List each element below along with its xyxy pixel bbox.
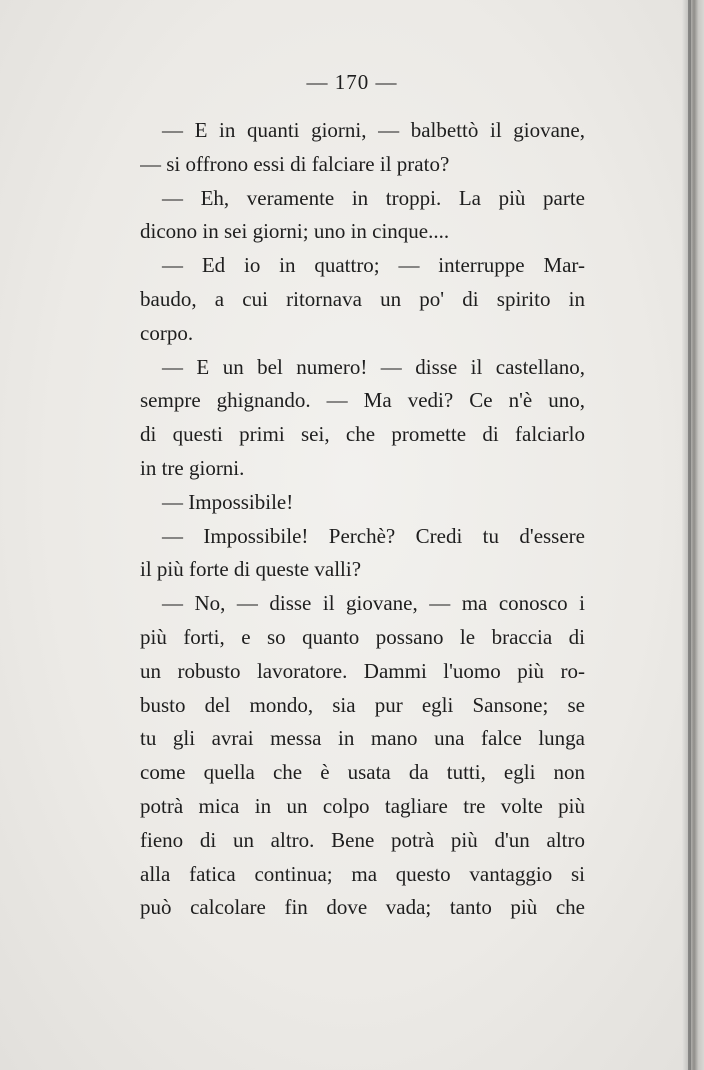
text-line: in tre giorni.	[140, 455, 245, 480]
text-line: — Ed io in quattro; — interruppe Mar-	[162, 253, 585, 278]
text-line: — Impossibile! Perchè? Credi tu d'essere	[162, 523, 585, 548]
text-line: potrà mica in un colpo tagliare tre volte più	[140, 793, 585, 818]
text-line: tu gli avrai messa in mano una falce lunga	[140, 726, 585, 751]
text-line: — Eh, veramente in troppi. La più parte	[162, 185, 585, 210]
text-line: — si offrono essi di falciare il prato?	[140, 151, 450, 176]
text-line: sempre ghignando. — Ma vedi? Ce n'è uno,	[140, 388, 585, 413]
text-line: può calcolare fin dove vada; tanto più che	[140, 895, 585, 920]
text-line: dicono in sei giorni; uno in cinque....	[140, 219, 450, 244]
text-line: più forti, e so quanto possano le braccia di	[140, 624, 585, 649]
text-line: alla fatica continua; ma questo vantaggio si	[140, 861, 585, 886]
text-line: fieno di un altro. Bene potrà più d'un altro	[140, 827, 585, 852]
page-number: — 170 —	[306, 70, 398, 94]
text-line: come quella che è usata da tutti, egli non	[140, 760, 585, 785]
text-line: — E un bel numero! — disse il castellano,	[162, 354, 585, 379]
text-line: corpo.	[140, 320, 194, 345]
text-line: il più forte di queste valli?	[140, 557, 362, 582]
page-binding-edge	[682, 0, 704, 1070]
text-line: busto del mondo, sia pur egli Sansone; se	[140, 692, 585, 717]
text-line: — No, — disse il giovane, — ma conosco i	[162, 591, 585, 616]
text-line: di questi primi sei, che promette di falciarlo	[140, 422, 585, 447]
body-text	[140, 114, 585, 925]
text-line: un robusto lavoratore. Dammi l'uomo più ro-	[140, 658, 585, 683]
binding-shadow-line	[688, 0, 691, 1070]
text-line: baudo, a cui ritornava un po' di spirito in	[140, 286, 585, 311]
text-line: — Impossibile!	[162, 489, 294, 514]
text-line: — E in quanti giorni, — balbettò il giovane,	[162, 118, 585, 142]
